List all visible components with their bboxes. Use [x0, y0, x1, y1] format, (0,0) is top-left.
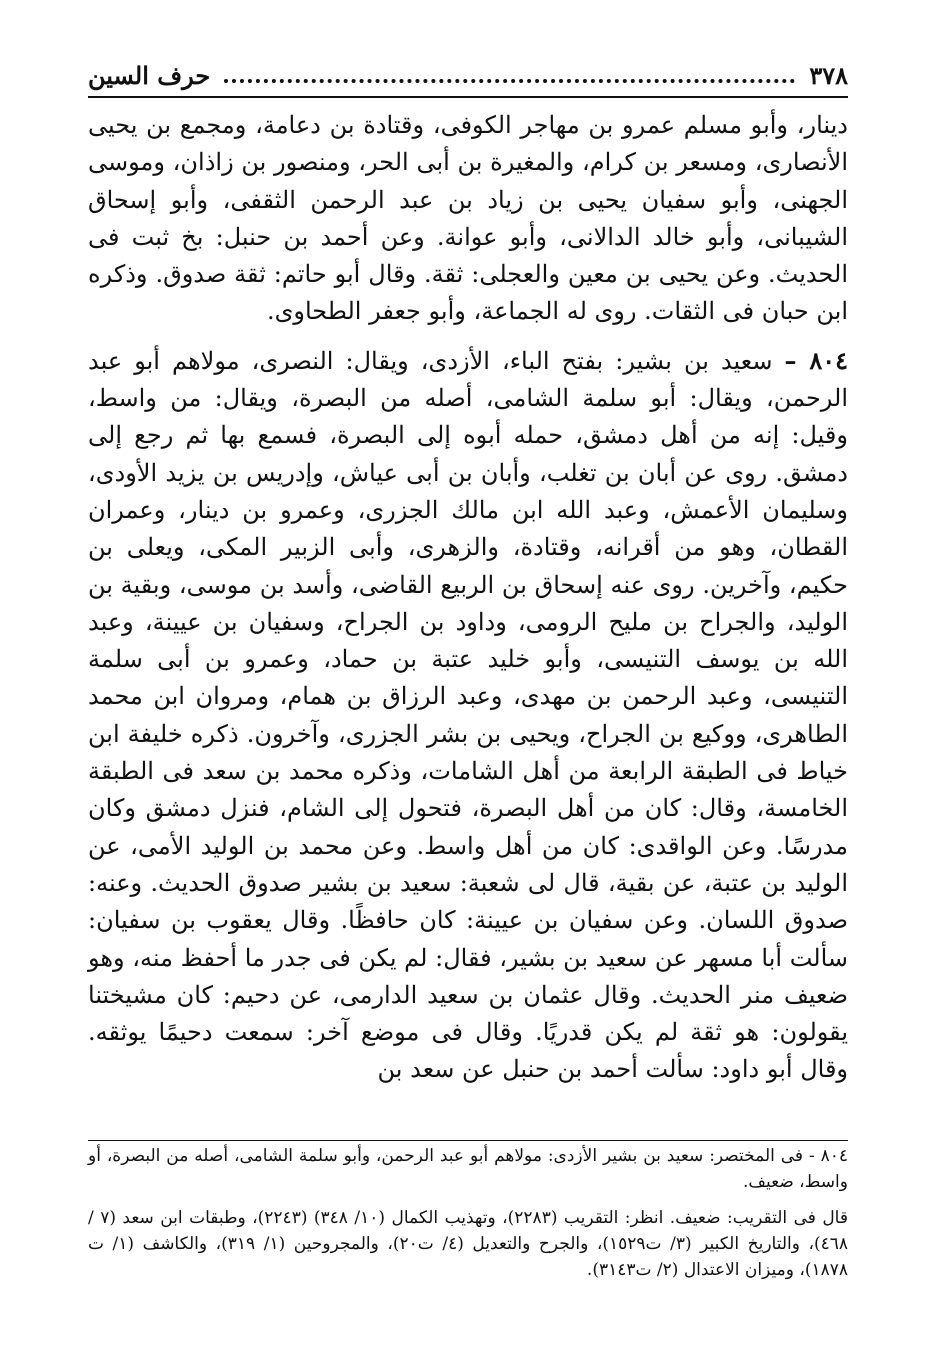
header-rule [88, 96, 848, 98]
header-dot-leader [224, 79, 795, 83]
entry-number: ٨٠٤ – [784, 345, 848, 375]
page-header [88, 55, 848, 95]
page-number: ٣٧٨ [809, 60, 848, 90]
entry-text: سعيد بن بشير: بفتح الباء، الأزدى، ويقال: النصرى، مولاهم أبو عبد الرحمن، ويقال: أبو سلمة الشامى، أصله من البصرة، ويقال: من واسط، وقيل: إنه من أهل دمشق، حمله أبوه إلى البصرة، فسمع بها ثم رجع إلى دمشق. روى عن أبان بن تغلب، وأبان بن أبى عياش، وإدريس بن يزيد الأودى، وسليمان الأعمش، وعبد الله ابن مالك الجزرى، وعمرو بن دينار، وعمران القطان، وهو من أقرانه، وقتادة، والزهرى، وأبى الزبير المكى، ويعلى بن حكيم، وآخرين. روى عنه إسحاق بن الربيع القاضى، وأسد بن موسى، وبقية بن الوليد، والجراح بن مليح الرومى، وداود بن الجراح، وسفيان بن عيينة، وعبد الله بن يوسف التنيسى، وأبو خليد عتبة بن حماد، وعمرو بن أبى سلمة التنيسى، وعبد الرحمن بن مهدى، وعبد الرزاق بن همام، ومروان ابن محمد الطاهرى، ووكيع بن الجراح، ويحيى بن بشر الجزرى، وآخرون. ذكره خليفة ابن خياط فى الطبقة الرابعة من أهل الشامات، وذكره محمد بن سعد فى الطبقة الخامسة، وقال: كان من أهل البصرة، فتحول إلى الشام، فنزل دمشق وكان مدرسًا. وعن الواقدى: كان من أهل واسط. وعن محمد بن الوليد الأمى، عن الوليد بن عتبة، عن بقية، قال لى شعبة: سعيد بن بشير صدوق الحديث. وعنه: صدوق اللسان. وعن سفيان بن عيينة: كان حافظًا. وقال يعقوب بن سفيان: سألت أبا مسهر عن سعيد بن بشير، فقال: لم يكن فى جدر ما أحفظ منه، وهو ضعيف منر الحديث. وقال عثمان بن سعيد الدارمى، عن دحيم: كان مشيختنا يقولون: هو ثقة لم يكن قدريًا. وقال فى موضع آخر: سمعت دحيمًا يوثقه. وقال أبو داود: سألت أحمد بن حنبل عن سعد بن [88, 346, 849, 1084]
chapter-title: حرف السين [88, 60, 211, 90]
main-text [88, 107, 848, 1089]
footnotes [88, 1143, 848, 1283]
paragraph-continuation: دينار، وأبو مسلم عمرو بن مهاجر الكوفى، وقتادة بن دعامة، ومجمع بن يحيى الأنصارى، ومسعر بن كرام، والمغيرة بن أبى الحر، ومنصور بن زاذان، وموسى الجهنى، وأبو سفيان يحيى بن زياد بن عبد الرحمن الثقفى، وأبو إسحاق الشيبانى، وأبو خالد الدالانى، وأبو عوانة. وعن أحمد بن حنبل: بخ ثبت فى الحديث. وعن يحيى بن معين والعجلى: ثقة. وقال أبو حاتم: ثقة صدوق. وذكره ابن حبان فى الثقات. روى له الجماعة، وأبو جعفر الطحاوى. [88, 111, 848, 326]
entry-paragraph [88, 342, 848, 1089]
footnote-entry: ٨٠٤ - فى المختصر: سعيد بن بشير الأزدى: مولاهم أبو عبد الرحمن، وأبو سلمة الشامى، أصله من البصرة، أو واسط، ضعيف. [88, 1146, 848, 1192]
footnote-rule [88, 1140, 848, 1141]
footnote-references: قال فى التقريب: ضعيف. انظر: التقريب (٢٢٨٣)، وتهذيب الكمال (١٠/ ٣٤٨) (٢٢٤٣)، وطبقات ابن سعد (٧ / ٤٦٨)، والتاريخ الكبير (٣/ ت١٥٢٩)، والجرح والتعديل (٤/ ت٢٠)، والمجروحين (١/ ٣١٩)، والكاشف (١/ ت ١٨٧٨)، وميزان الاعتدال (٢/ ت٣١٤٣). [88, 1208, 849, 1280]
